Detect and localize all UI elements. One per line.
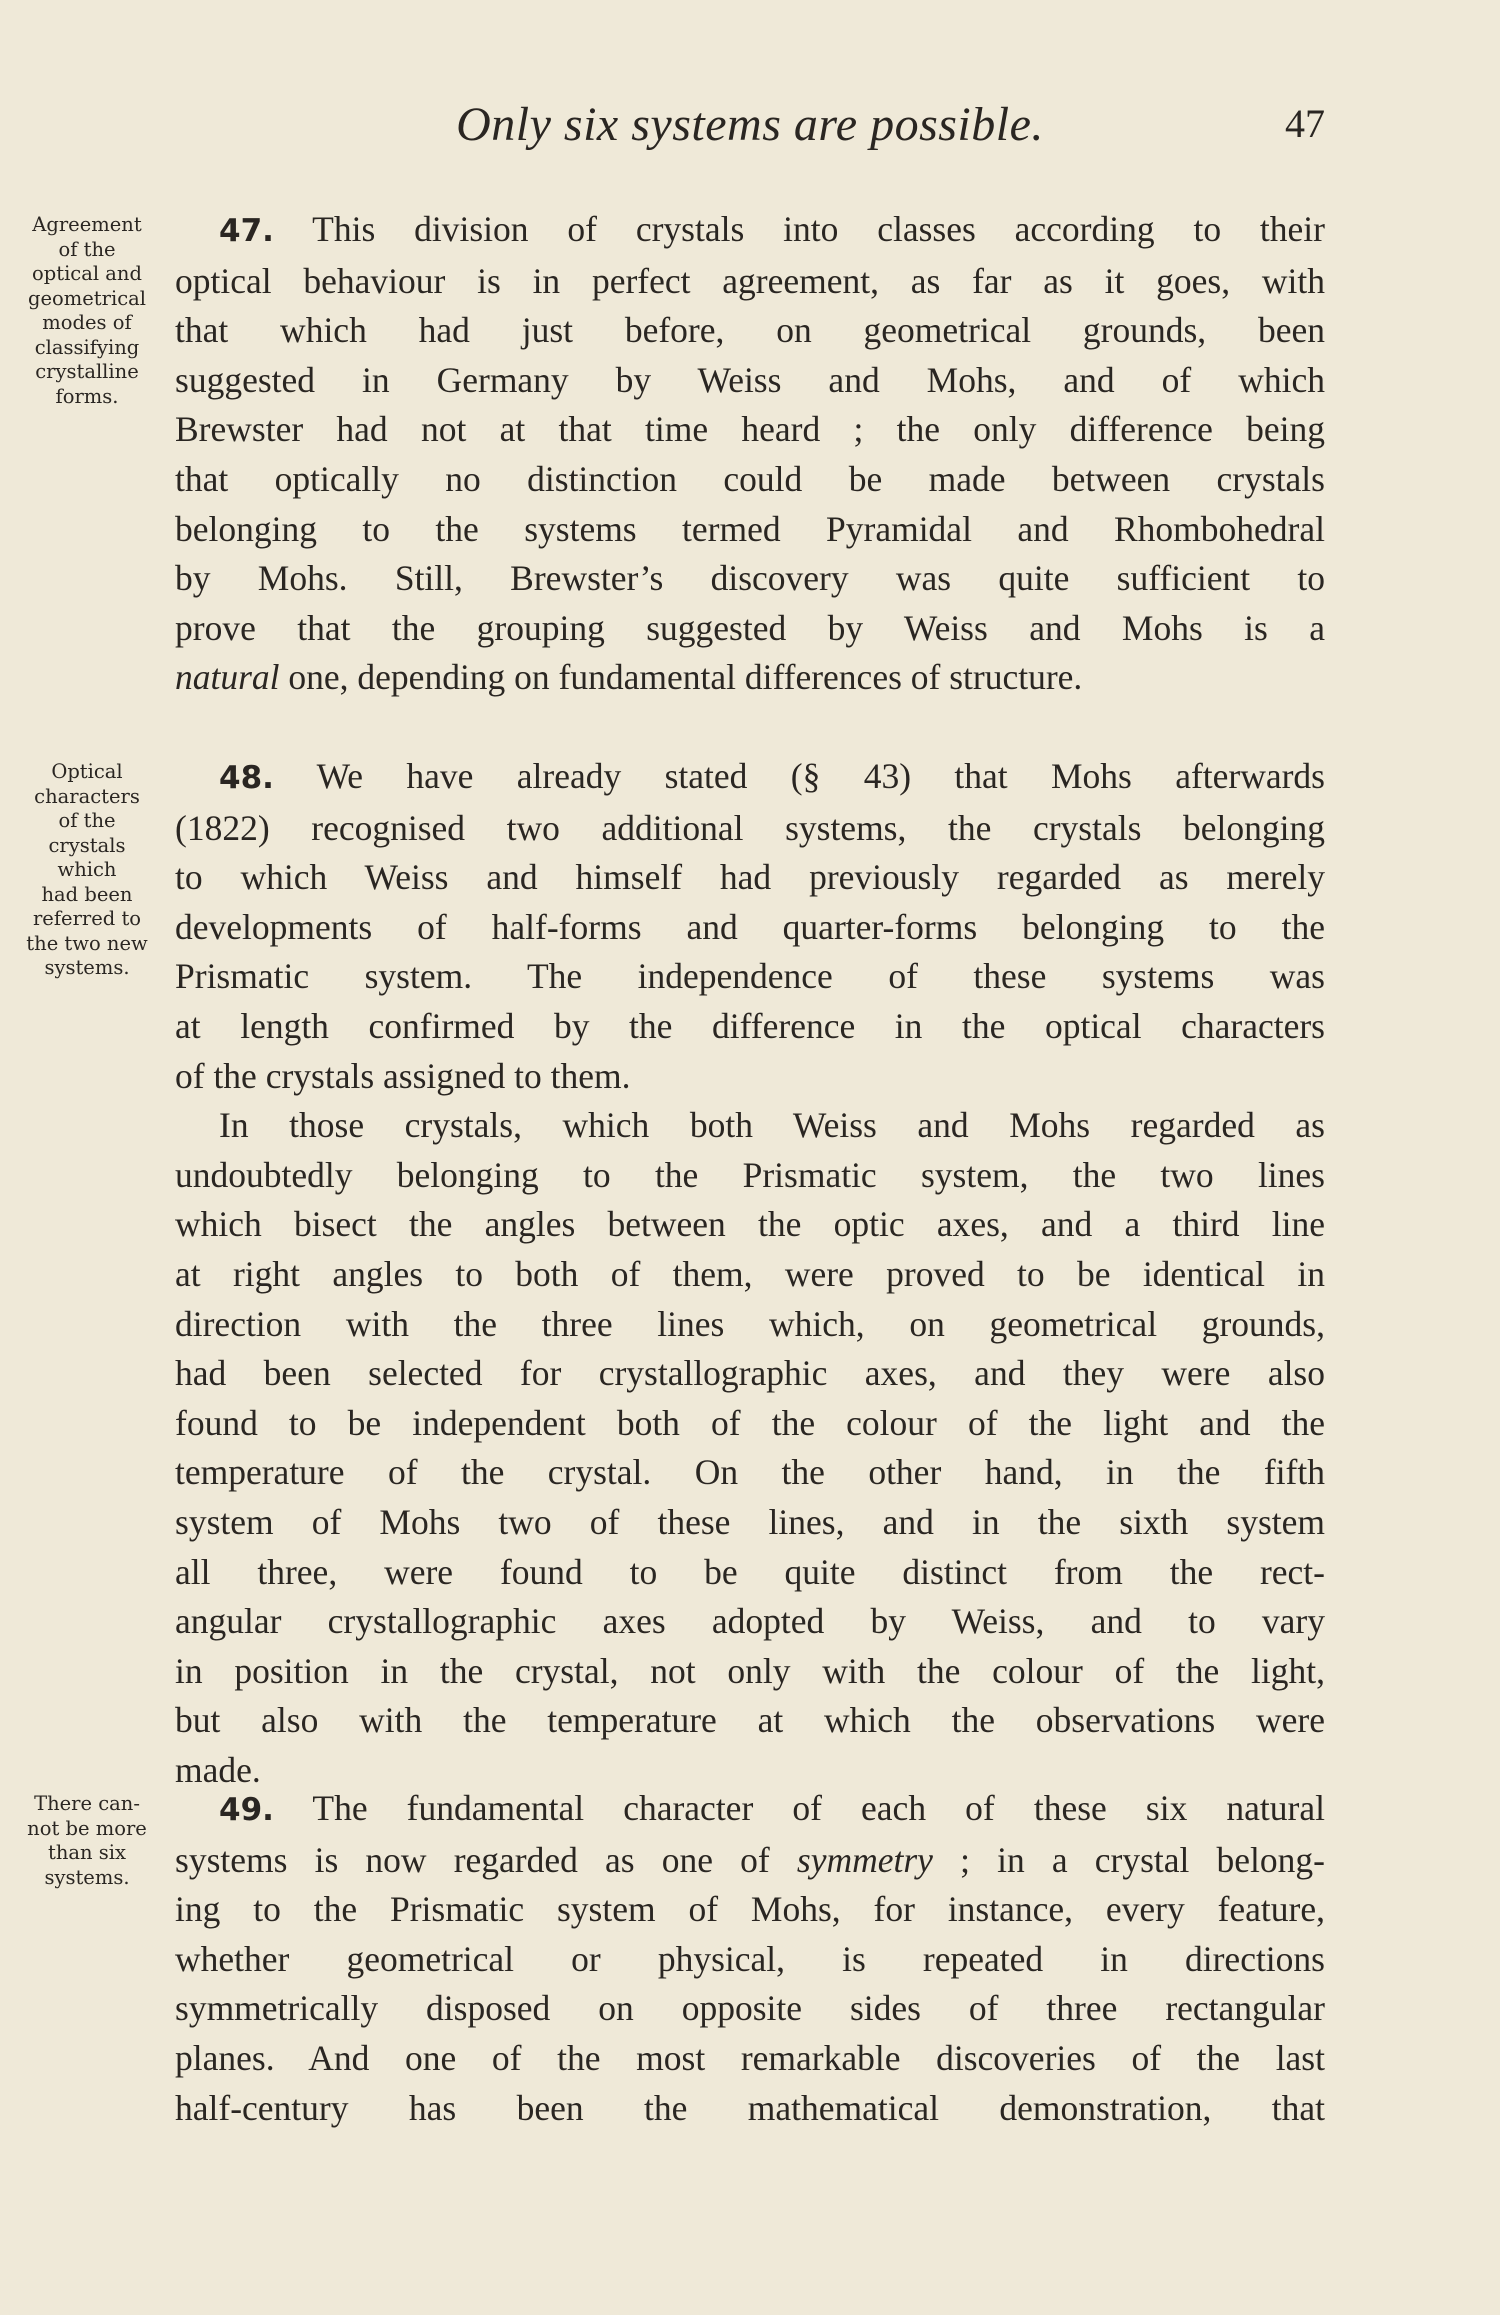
text-line: whether geometrical or physical, is repeated in directions xyxy=(175,1938,1325,1979)
text-line: at right angles to both of them, were proved to be identical in xyxy=(175,1253,1325,1294)
paragraph-48 xyxy=(175,752,1325,1795)
text-line: optical behaviour is in perfect agreement, as far as it goes, with xyxy=(175,260,1325,301)
emphasis: natural xyxy=(175,657,280,698)
sidenote-line: the two new xyxy=(26,931,148,955)
text-line: half-century has been the mathematical demonstration, that xyxy=(175,2087,1325,2128)
paragraph-47 xyxy=(175,205,1325,703)
sidenote-line: had been xyxy=(41,882,133,906)
text-line: planes. And one of the most remarkable discoveries of the last xyxy=(175,2037,1325,2078)
text-line: suggested in Germany by Weiss and Mohs, and of which xyxy=(175,359,1325,400)
text-line: symmetrically disposed on opposite sides of three rectangular xyxy=(175,1988,1325,2029)
sidenote-line: There can- xyxy=(34,1792,140,1815)
page-number: 47 xyxy=(1285,101,1325,146)
text-line: developments of half-forms and quarter-forms belonging to the xyxy=(175,906,1325,947)
sidenote-line: of the xyxy=(58,237,116,261)
text-line: natural one, depending on fundamental differences of structure. xyxy=(175,657,1083,698)
text-line: that optically no distinction could be made between crystals xyxy=(175,458,1325,499)
text-line: 49. The fundamental character of each of these six natural xyxy=(219,1788,1325,1828)
sidenote-line: systems. xyxy=(44,1865,130,1889)
sidenote-line: crystals xyxy=(48,833,126,857)
text-line: found to be independent both of the colour of the light and the xyxy=(175,1402,1325,1443)
text-line: by Mohs. Still, Brewster’s discovery was quite sufficient to xyxy=(175,558,1325,599)
text-line: belonging to the systems termed Pyramidal and Rhombohedral xyxy=(175,508,1325,549)
sidenote-line: than six xyxy=(47,1841,127,1864)
text-line: 47. This division of crystals into classes according to their xyxy=(219,209,1325,249)
text-line: in position in the crystal, not only with the colour of the light, xyxy=(175,1650,1325,1691)
text-line: (1822) recognised two additional systems, the crystals belonging xyxy=(175,807,1325,848)
paragraph-49 xyxy=(175,1784,1325,2133)
section-number: 49. xyxy=(219,1792,274,1828)
sidenote-line: of the xyxy=(58,809,116,832)
text-line: all three, were found to be quite distinct from the rect- xyxy=(175,1551,1325,1592)
text-line: had been selected for crystallographic axes, and they were also xyxy=(175,1353,1325,1394)
text-line: but also with the temperature at which the observations were xyxy=(175,1700,1325,1741)
text-line: 48. We have already stated (§ 43) that Mohs afterwards xyxy=(219,756,1325,796)
text-line: temperature of the crystal. On the other hand, in the fifth xyxy=(175,1452,1325,1493)
section-number: 48. xyxy=(219,760,274,796)
sidenote-line: classifying xyxy=(34,335,140,359)
sidenote-line: forms. xyxy=(55,384,119,408)
sidenote-line: which xyxy=(57,858,117,881)
sidenote-48 xyxy=(8,760,166,981)
text-line: made. xyxy=(175,1749,261,1790)
text-line: direction with the three lines which, on geometrical grounds, xyxy=(175,1303,1325,1344)
emphasis: symmetry xyxy=(796,1839,933,1880)
text-line: prove that the grouping suggested by Weiss and Mohs is a xyxy=(175,607,1325,648)
text-line: system of Mohs two of these lines, and in the sixth system xyxy=(175,1501,1325,1542)
text-line: undoubtedly belonging to the Prismatic system, the two lines xyxy=(175,1154,1325,1195)
text-line: Prismatic system. The independence of these systems was xyxy=(175,956,1325,997)
sidenote-line: optical and xyxy=(32,262,142,285)
text-line: In those crystals, which both Weiss and Mohs regarded as xyxy=(219,1105,1325,1146)
sidenote-49 xyxy=(8,1792,166,1890)
text-line: at length confirmed by the difference in the optical characters xyxy=(175,1005,1325,1046)
text-line: angular crystallographic axes adopted by Weiss, and to vary xyxy=(175,1601,1325,1642)
text-line: which bisect the angles between the optic axes, and a third line xyxy=(175,1204,1325,1245)
sidenote-line: characters xyxy=(34,784,140,808)
sidenote-line: modes of xyxy=(42,311,132,334)
sidenote-line: crystalline xyxy=(35,360,139,383)
sidenote-line: Agreement xyxy=(32,213,142,236)
section-number: 47. xyxy=(219,213,274,249)
running-head xyxy=(175,95,1325,165)
text-line: that which had just before, on geometrical grounds, been xyxy=(175,310,1325,351)
text-line: to which Weiss and himself had previously regarded as merely xyxy=(175,857,1325,898)
text-line: ing to the Prismatic system of Mohs, for instance, every feature, xyxy=(175,1889,1325,1930)
text-line: systems is now regarded as one of symmetry ; in a crystal belong- xyxy=(175,1839,1325,1880)
sidenote-line: referred to xyxy=(32,907,142,930)
sidenote-47 xyxy=(8,213,166,409)
sidenote-line: not be more xyxy=(27,1816,147,1840)
text-line: of the crystals assigned to them. xyxy=(175,1055,631,1096)
text-line: Brewster had not at that time heard ; the only difference being xyxy=(175,409,1325,450)
sidenote-line: Optical xyxy=(51,760,123,783)
sidenote-line: systems. xyxy=(44,956,130,979)
running-title: Only six systems are possible. xyxy=(456,98,1044,151)
sidenote-line: geometrical xyxy=(28,286,146,310)
